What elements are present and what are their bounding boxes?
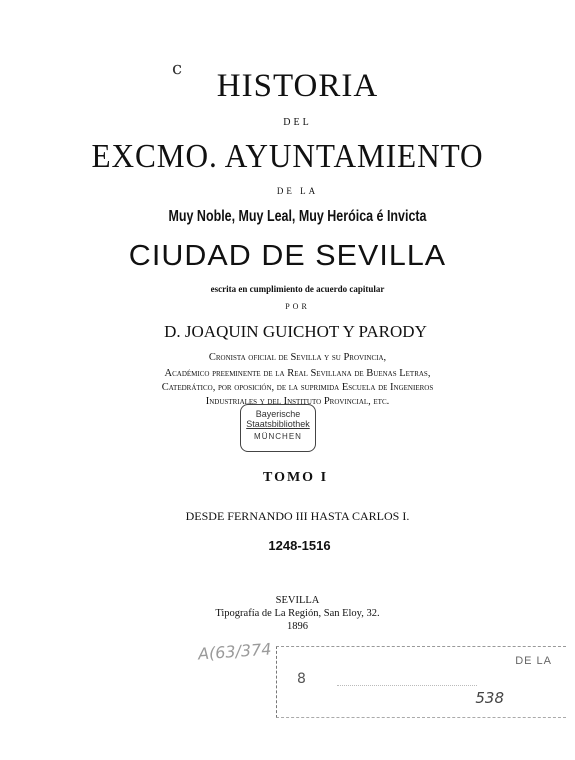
title-historia: HISTORIA <box>216 68 379 104</box>
stamp-line-3: MÜNCHEN <box>254 432 302 441</box>
author-name: D. JOAQUIN GUICHOT Y PARODY <box>164 322 427 341</box>
label-dotted-line <box>337 685 477 687</box>
credential-line: Académico preeminente de la Real Sevillana de Buenas Letras, <box>164 368 431 379</box>
imprint-city: SEVILLA <box>275 595 320 606</box>
title-ciudad-de-sevilla: CIUDAD DE SEVILLA <box>128 240 447 272</box>
pen-mark: c <box>172 58 183 79</box>
handwritten-shelfmark: A(63/374 <box>197 639 273 664</box>
volume-label: TOMO I <box>262 470 329 485</box>
title-muy-noble: Muy Noble, Muy Leal, Muy Heróica é Invicta <box>168 208 427 225</box>
title-excmo-ayuntamiento: EXCMO. AYUNTAMIENTO <box>91 138 484 175</box>
credential-line: Industriales y del Instituto Provincial, etc. <box>205 396 390 407</box>
stamp-line-2: Staatsbibliothek <box>246 419 310 429</box>
imprint-printer: Tipografía de La Región, San Eloy, 32. <box>215 608 380 619</box>
label-mark: 8 <box>297 671 306 687</box>
label-number: 538 <box>475 689 504 707</box>
title-del: DEL <box>283 117 312 128</box>
title-de-la: DE LA <box>276 186 319 196</box>
title-por: POR <box>285 302 310 311</box>
imprint-year: 1896 <box>287 621 308 632</box>
volume-subtitle: DESDE FERNANDO III HASTA CARLOS I. <box>185 509 410 523</box>
label-text: DE LA <box>515 655 552 667</box>
library-stamp <box>240 404 316 452</box>
stamp-line-1: Bayerische <box>255 409 301 419</box>
library-label <box>276 646 566 718</box>
credential-line: Catedrático, por oposición, de la suprimida Escuela de Ingenieros <box>161 382 434 393</box>
volume-years: 1248-1516 <box>268 538 331 553</box>
credential-line: Cronista oficial de Sevilla y su Provincia, <box>208 352 387 363</box>
title-escrita: escrita en cumplimiento de acuerdo capitular <box>210 284 385 294</box>
